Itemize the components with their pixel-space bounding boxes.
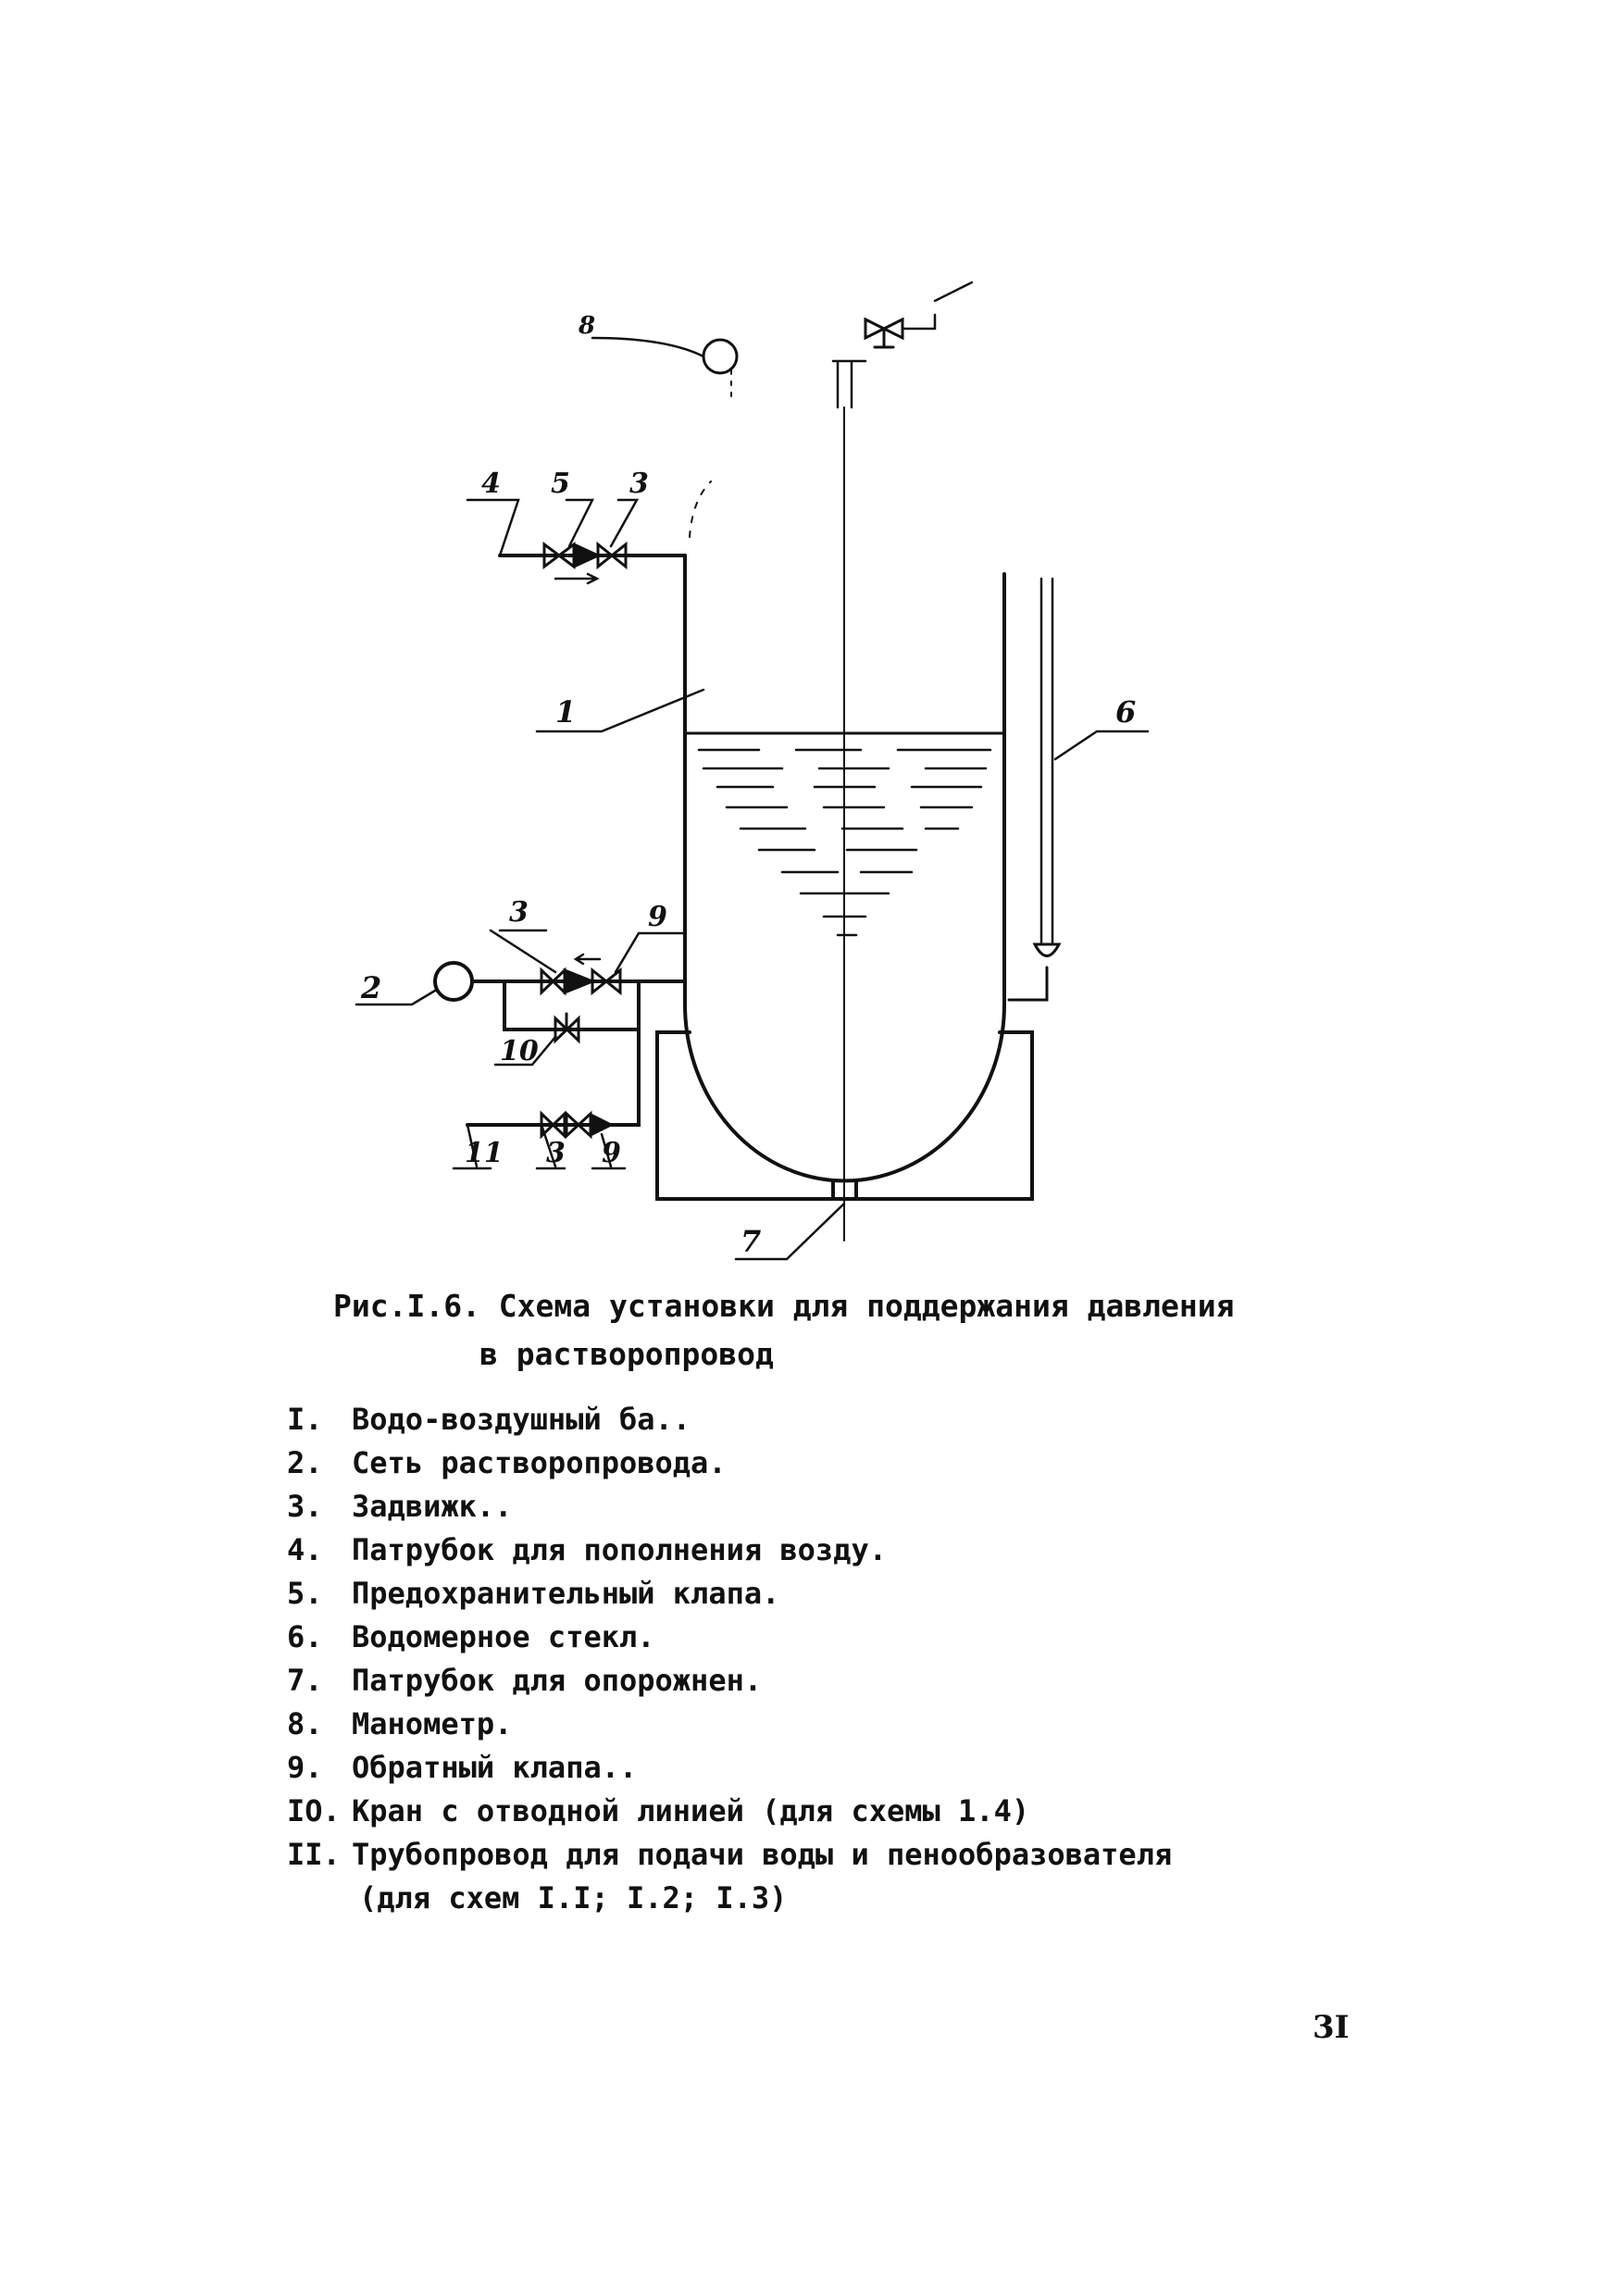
callout-network: 2 xyxy=(361,970,382,1005)
air-inlet-leaders xyxy=(467,500,637,555)
mid-leader-3 xyxy=(491,930,555,972)
legend-item: 5. Предохранительный клапа. xyxy=(287,1576,780,1611)
callout-safety-valve: 5 xyxy=(551,468,570,500)
safety-valve-pipe xyxy=(833,361,865,407)
callout-check-valve-bottom: 9 xyxy=(602,1137,621,1169)
legend-item: 7. Патрубок для опорожнен. xyxy=(287,1663,763,1698)
level-gauge-bulb xyxy=(1009,944,1059,1000)
legend-item: 8. Манометр. xyxy=(287,1706,513,1741)
safety-valve xyxy=(865,319,902,347)
legend-item: 6. Водомерное стекл. xyxy=(287,1619,655,1654)
caption-line-1: Рис.I.6. Схема установки для поддержания давления xyxy=(333,1288,1235,1324)
callout-drain: 7 xyxy=(741,1224,762,1259)
legend-item: IO. Кран с отводной линией (для схемы 1.4) xyxy=(287,1793,1030,1828)
air-inlet-check xyxy=(574,544,598,567)
manometer-gauge xyxy=(703,340,737,373)
callout-valve-bottom: 3 xyxy=(546,1137,566,1169)
legend-item: 2. Сеть растворопровода. xyxy=(287,1445,727,1480)
legend-item-continuation: (для схем I.I; I.2; I.3) xyxy=(359,1880,788,1915)
callout-tank: 1 xyxy=(555,694,577,730)
callout-pipeline: 11 xyxy=(465,1137,504,1169)
manometer-leader xyxy=(592,338,703,356)
legend-item: 3. Задвижк.. xyxy=(287,1489,513,1524)
level-gauge-leader xyxy=(1055,731,1148,759)
caption-line-2: в растворопровод xyxy=(479,1336,774,1372)
callout-valve-top: 3 xyxy=(629,468,649,500)
lower-check-valve xyxy=(592,1116,611,1134)
callout-tap: 10 xyxy=(500,1035,539,1067)
lower-riser xyxy=(616,1029,639,1125)
callout-valve-mid: 3 xyxy=(509,896,529,929)
legend-item: 9. Обратный клапа.. xyxy=(287,1750,638,1785)
page-number: 3I xyxy=(1313,2009,1350,2046)
tank-left-dome xyxy=(690,481,711,537)
callout-level-gauge: 6 xyxy=(1115,694,1137,730)
mid-leader-9 xyxy=(616,933,685,972)
figure-caption xyxy=(333,1282,1305,1379)
air-inlet-arrow xyxy=(555,574,597,583)
legend-list xyxy=(287,1398,1305,1920)
mid-arrow xyxy=(576,955,600,964)
callout-manometer: 8 xyxy=(579,312,596,340)
legend-item: II. Трубопровод для подачи воды и пенообразователя xyxy=(287,1837,1173,1872)
legend-item: 4. Патрубок для пополнения возду. xyxy=(287,1532,887,1567)
callout-check-valve-mid: 9 xyxy=(648,901,667,933)
safety-valve-leader xyxy=(902,282,972,329)
legend-item: I. Водо-воздушный ба.. xyxy=(287,1402,691,1437)
level-gauge-tube xyxy=(1041,579,1052,944)
network-circle xyxy=(435,963,472,1000)
bypass-tap xyxy=(555,1014,579,1041)
mid-check-valve xyxy=(565,970,592,992)
callout-air-inlet: 4 xyxy=(481,468,501,500)
